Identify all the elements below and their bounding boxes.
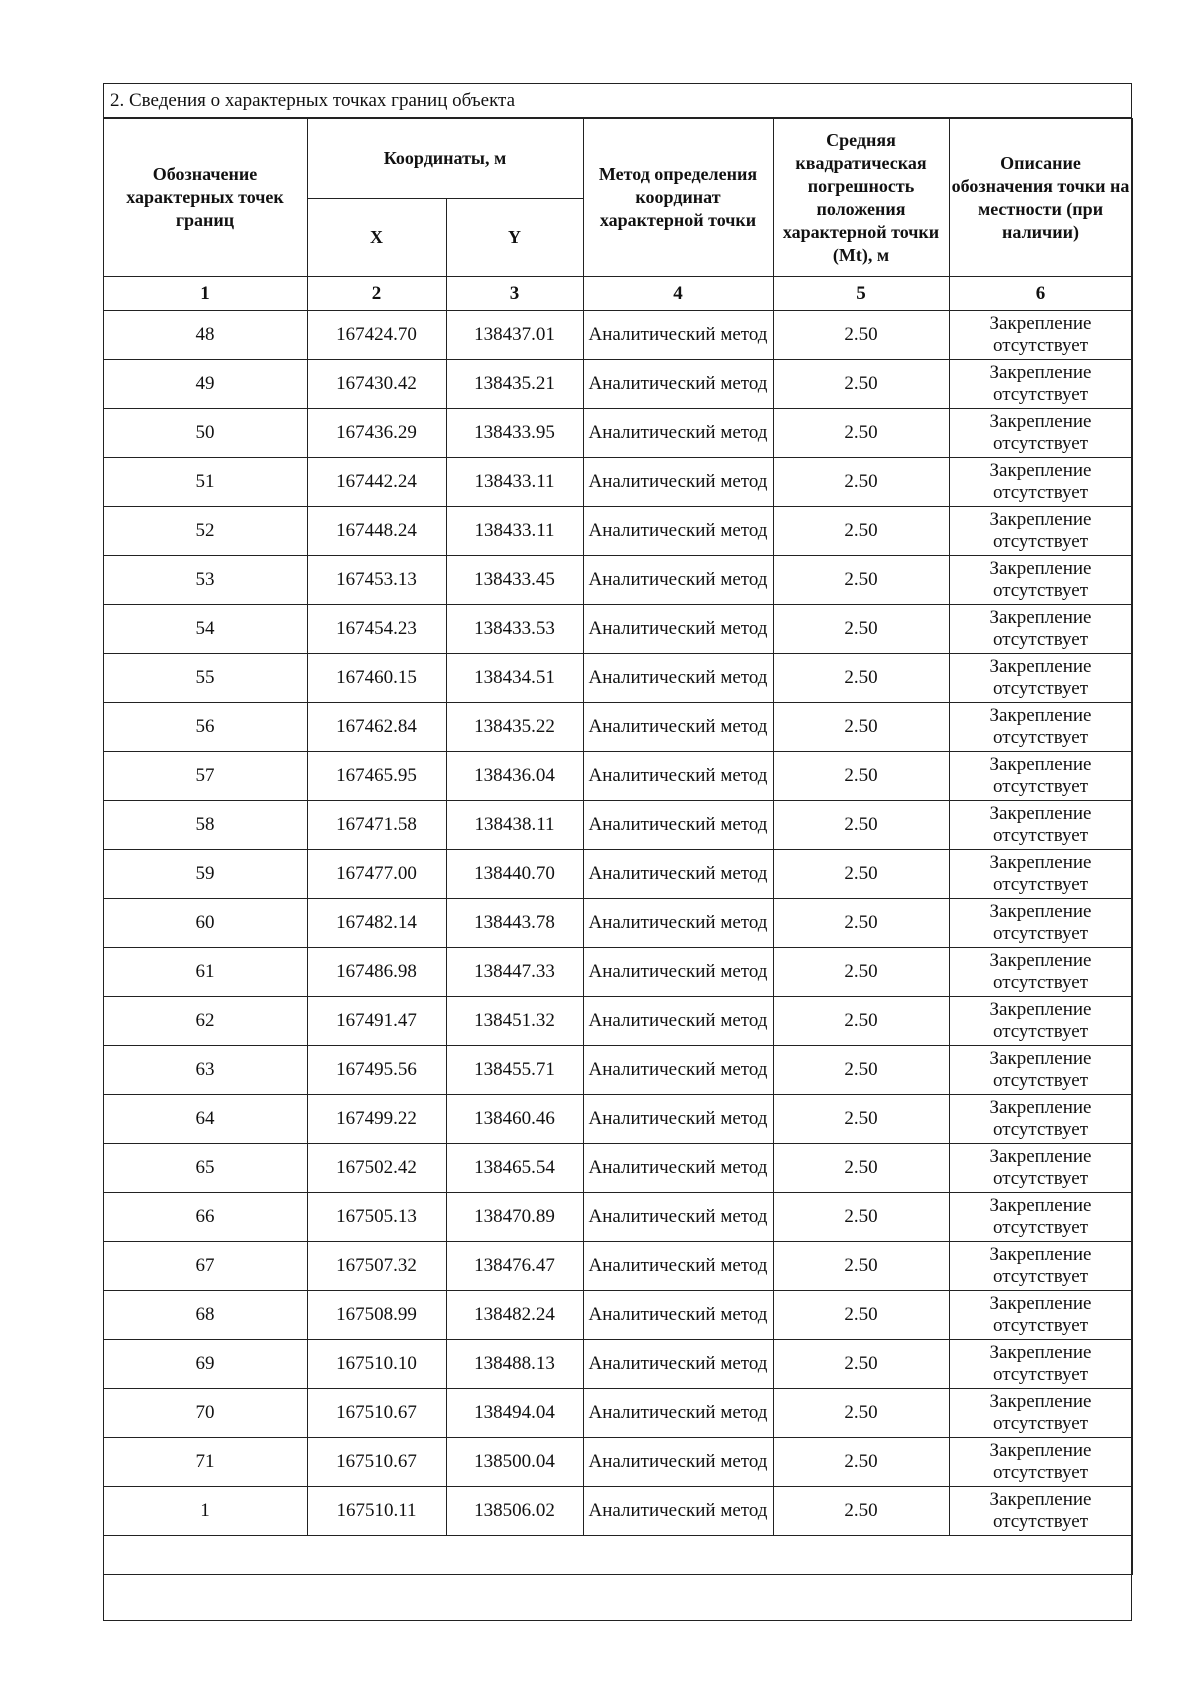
error-cell: 2.50 bbox=[773, 605, 949, 654]
x-coordinate-cell: 167471.58 bbox=[307, 801, 446, 850]
method-cell: Аналитический метод bbox=[583, 507, 773, 556]
x-coordinate-cell: 167495.56 bbox=[307, 1046, 446, 1095]
x-coordinate-cell: 167482.14 bbox=[307, 899, 446, 948]
point-id-cell: 71 bbox=[103, 1438, 307, 1487]
point-id-cell: 66 bbox=[103, 1193, 307, 1242]
y-coordinate-cell: 138455.71 bbox=[446, 1046, 583, 1095]
column-number: 1 bbox=[103, 277, 307, 311]
error-cell: 2.50 bbox=[773, 1095, 949, 1144]
table-row bbox=[103, 507, 1132, 556]
description-cell: Закрепление отсутствует bbox=[949, 1193, 1132, 1242]
method-cell: Аналитический метод bbox=[583, 1242, 773, 1291]
point-id-cell: 50 bbox=[103, 409, 307, 458]
x-coordinate-cell: 167448.24 bbox=[307, 507, 446, 556]
description-cell: Закрепление отсутствует bbox=[949, 605, 1132, 654]
method-cell: Аналитический метод bbox=[583, 1487, 773, 1536]
error-cell: 2.50 bbox=[773, 801, 949, 850]
x-coordinate-cell: 167510.10 bbox=[307, 1340, 446, 1389]
table-row bbox=[103, 1046, 1132, 1095]
column-numbers-row bbox=[103, 277, 1132, 311]
header-point-designation: Обозначение характерных точек границ bbox=[103, 119, 307, 277]
y-coordinate-cell: 138506.02 bbox=[446, 1487, 583, 1536]
y-coordinate-cell: 138443.78 bbox=[446, 899, 583, 948]
method-cell: Аналитический метод bbox=[583, 1389, 773, 1438]
method-cell: Аналитический метод bbox=[583, 1144, 773, 1193]
method-cell: Аналитический метод bbox=[583, 703, 773, 752]
column-number: 4 bbox=[583, 277, 773, 311]
table-row bbox=[103, 1291, 1132, 1340]
column-number: 2 bbox=[307, 277, 446, 311]
description-cell: Закрепление отсутствует bbox=[949, 458, 1132, 507]
y-coordinate-cell: 138434.51 bbox=[446, 654, 583, 703]
point-id-cell: 62 bbox=[103, 997, 307, 1046]
table-row bbox=[103, 1144, 1132, 1193]
y-coordinate-cell: 138433.53 bbox=[446, 605, 583, 654]
empty-footer-row bbox=[103, 1536, 1132, 1575]
error-cell: 2.50 bbox=[773, 654, 949, 703]
description-cell: Закрепление отсутствует bbox=[949, 703, 1132, 752]
x-coordinate-cell: 167436.29 bbox=[307, 409, 446, 458]
description-cell: Закрепление отсутствует bbox=[949, 752, 1132, 801]
x-coordinate-cell: 167430.42 bbox=[307, 360, 446, 409]
table-row bbox=[103, 1340, 1132, 1389]
point-id-cell: 48 bbox=[103, 311, 307, 360]
method-cell: Аналитический метод bbox=[583, 654, 773, 703]
error-cell: 2.50 bbox=[773, 752, 949, 801]
point-id-cell: 69 bbox=[103, 1340, 307, 1389]
description-cell: Закрепление отсутствует bbox=[949, 1095, 1132, 1144]
method-cell: Аналитический метод bbox=[583, 899, 773, 948]
table-row bbox=[103, 1095, 1132, 1144]
header-x: X bbox=[307, 199, 446, 277]
x-coordinate-cell: 167462.84 bbox=[307, 703, 446, 752]
point-id-cell: 58 bbox=[103, 801, 307, 850]
point-id-cell: 65 bbox=[103, 1144, 307, 1193]
point-id-cell: 60 bbox=[103, 899, 307, 948]
error-cell: 2.50 bbox=[773, 458, 949, 507]
point-id-cell: 52 bbox=[103, 507, 307, 556]
y-coordinate-cell: 138435.21 bbox=[446, 360, 583, 409]
method-cell: Аналитический метод bbox=[583, 556, 773, 605]
error-cell: 2.50 bbox=[773, 311, 949, 360]
method-cell: Аналитический метод bbox=[583, 1291, 773, 1340]
y-coordinate-cell: 138465.54 bbox=[446, 1144, 583, 1193]
x-coordinate-cell: 167454.23 bbox=[307, 605, 446, 654]
description-cell: Закрепление отсутствует bbox=[949, 801, 1132, 850]
x-coordinate-cell: 167505.13 bbox=[307, 1193, 446, 1242]
description-cell: Закрепление отсутствует bbox=[949, 948, 1132, 997]
method-cell: Аналитический метод bbox=[583, 311, 773, 360]
point-id-cell: 51 bbox=[103, 458, 307, 507]
point-id-cell: 54 bbox=[103, 605, 307, 654]
table-row bbox=[103, 1193, 1132, 1242]
y-coordinate-cell: 138447.33 bbox=[446, 948, 583, 997]
error-cell: 2.50 bbox=[773, 1193, 949, 1242]
description-cell: Закрепление отсутствует bbox=[949, 556, 1132, 605]
description-cell: Закрепление отсутствует bbox=[949, 1144, 1132, 1193]
y-coordinate-cell: 138433.95 bbox=[446, 409, 583, 458]
x-coordinate-cell: 167502.42 bbox=[307, 1144, 446, 1193]
x-coordinate-cell: 167477.00 bbox=[307, 850, 446, 899]
method-cell: Аналитический метод bbox=[583, 1340, 773, 1389]
header-coordinates: Координаты, м bbox=[307, 119, 583, 199]
y-coordinate-cell: 138437.01 bbox=[446, 311, 583, 360]
error-cell: 2.50 bbox=[773, 703, 949, 752]
table-row bbox=[103, 899, 1132, 948]
error-cell: 2.50 bbox=[773, 948, 949, 997]
table-row bbox=[103, 1438, 1132, 1487]
table-row bbox=[103, 703, 1132, 752]
error-cell: 2.50 bbox=[773, 1144, 949, 1193]
y-coordinate-cell: 138460.46 bbox=[446, 1095, 583, 1144]
description-cell: Закрепление отсутствует bbox=[949, 1438, 1132, 1487]
header-error: Средняя квадратическая погрешность положения характерной точки (Mt), м bbox=[773, 119, 949, 277]
point-id-cell: 70 bbox=[103, 1389, 307, 1438]
x-coordinate-cell: 167453.13 bbox=[307, 556, 446, 605]
description-cell: Закрепление отсутствует bbox=[949, 1046, 1132, 1095]
x-coordinate-cell: 167510.67 bbox=[307, 1438, 446, 1487]
y-coordinate-cell: 138470.89 bbox=[446, 1193, 583, 1242]
error-cell: 2.50 bbox=[773, 1242, 949, 1291]
table-row bbox=[103, 1242, 1132, 1291]
y-coordinate-cell: 138482.24 bbox=[446, 1291, 583, 1340]
point-id-cell: 64 bbox=[103, 1095, 307, 1144]
method-cell: Аналитический метод bbox=[583, 752, 773, 801]
column-number: 3 bbox=[446, 277, 583, 311]
y-coordinate-cell: 138488.13 bbox=[446, 1340, 583, 1389]
description-cell: Закрепление отсутствует bbox=[949, 360, 1132, 409]
table-row bbox=[103, 360, 1132, 409]
point-id-cell: 53 bbox=[103, 556, 307, 605]
description-cell: Закрепление отсутствует bbox=[949, 1487, 1132, 1536]
description-cell: Закрепление отсутствует bbox=[949, 997, 1132, 1046]
error-cell: 2.50 bbox=[773, 1340, 949, 1389]
error-cell: 2.50 bbox=[773, 997, 949, 1046]
point-id-cell: 57 bbox=[103, 752, 307, 801]
method-cell: Аналитический метод bbox=[583, 605, 773, 654]
y-coordinate-cell: 138438.11 bbox=[446, 801, 583, 850]
method-cell: Аналитический метод bbox=[583, 1095, 773, 1144]
table-row bbox=[103, 311, 1132, 360]
point-id-cell: 55 bbox=[103, 654, 307, 703]
x-coordinate-cell: 167460.15 bbox=[307, 654, 446, 703]
method-cell: Аналитический метод bbox=[583, 1193, 773, 1242]
error-cell: 2.50 bbox=[773, 1389, 949, 1438]
table-row bbox=[103, 752, 1132, 801]
table-row bbox=[103, 997, 1132, 1046]
error-cell: 2.50 bbox=[773, 850, 949, 899]
table-row bbox=[103, 409, 1132, 458]
section-title: 2. Сведения о характерных точках границ объекта bbox=[104, 84, 1131, 118]
table-row bbox=[103, 1487, 1132, 1536]
x-coordinate-cell: 167510.11 bbox=[307, 1487, 446, 1536]
boundary-points-table bbox=[103, 118, 1133, 1575]
point-id-cell: 56 bbox=[103, 703, 307, 752]
point-id-cell: 59 bbox=[103, 850, 307, 899]
error-cell: 2.50 bbox=[773, 507, 949, 556]
description-cell: Закрепление отсутствует bbox=[949, 311, 1132, 360]
method-cell: Аналитический метод bbox=[583, 850, 773, 899]
description-cell: Закрепление отсутствует bbox=[949, 1242, 1132, 1291]
description-cell: Закрепление отсутствует bbox=[949, 1340, 1132, 1389]
method-cell: Аналитический метод bbox=[583, 997, 773, 1046]
method-cell: Аналитический метод bbox=[583, 360, 773, 409]
x-coordinate-cell: 167486.98 bbox=[307, 948, 446, 997]
x-coordinate-cell: 167499.22 bbox=[307, 1095, 446, 1144]
y-coordinate-cell: 138436.04 bbox=[446, 752, 583, 801]
document-sheet bbox=[103, 83, 1132, 1621]
y-coordinate-cell: 138433.11 bbox=[446, 507, 583, 556]
description-cell: Закрепление отсутствует bbox=[949, 1389, 1132, 1438]
description-cell: Закрепление отсутствует bbox=[949, 1291, 1132, 1340]
x-coordinate-cell: 167508.99 bbox=[307, 1291, 446, 1340]
table-row bbox=[103, 801, 1132, 850]
table-row bbox=[103, 458, 1132, 507]
y-coordinate-cell: 138500.04 bbox=[446, 1438, 583, 1487]
point-id-cell: 1 bbox=[103, 1487, 307, 1536]
x-coordinate-cell: 167465.95 bbox=[307, 752, 446, 801]
error-cell: 2.50 bbox=[773, 1487, 949, 1536]
x-coordinate-cell: 167424.70 bbox=[307, 311, 446, 360]
header-y: Y bbox=[446, 199, 583, 277]
x-coordinate-cell: 167507.32 bbox=[307, 1242, 446, 1291]
y-coordinate-cell: 138494.04 bbox=[446, 1389, 583, 1438]
point-id-cell: 68 bbox=[103, 1291, 307, 1340]
description-cell: Закрепление отсутствует bbox=[949, 850, 1132, 899]
method-cell: Аналитический метод bbox=[583, 801, 773, 850]
y-coordinate-cell: 138433.45 bbox=[446, 556, 583, 605]
header-description: Описание обозначения точки на местности (при наличии) bbox=[949, 119, 1132, 277]
table-row bbox=[103, 1389, 1132, 1438]
description-cell: Закрепление отсутствует bbox=[949, 654, 1132, 703]
method-cell: Аналитический метод bbox=[583, 458, 773, 507]
description-cell: Закрепление отсутствует bbox=[949, 899, 1132, 948]
header-method: Метод определения координат характерной точки bbox=[583, 119, 773, 277]
x-coordinate-cell: 167442.24 bbox=[307, 458, 446, 507]
point-id-cell: 67 bbox=[103, 1242, 307, 1291]
error-cell: 2.50 bbox=[773, 556, 949, 605]
column-number: 6 bbox=[949, 277, 1132, 311]
error-cell: 2.50 bbox=[773, 360, 949, 409]
point-id-cell: 63 bbox=[103, 1046, 307, 1095]
error-cell: 2.50 bbox=[773, 899, 949, 948]
method-cell: Аналитический метод bbox=[583, 1046, 773, 1095]
x-coordinate-cell: 167491.47 bbox=[307, 997, 446, 1046]
x-coordinate-cell: 167510.67 bbox=[307, 1389, 446, 1438]
point-id-cell: 49 bbox=[103, 360, 307, 409]
table-row bbox=[103, 654, 1132, 703]
table-row bbox=[103, 850, 1132, 899]
error-cell: 2.50 bbox=[773, 409, 949, 458]
y-coordinate-cell: 138451.32 bbox=[446, 997, 583, 1046]
method-cell: Аналитический метод bbox=[583, 948, 773, 997]
error-cell: 2.50 bbox=[773, 1291, 949, 1340]
method-cell: Аналитический метод bbox=[583, 1438, 773, 1487]
error-cell: 2.50 bbox=[773, 1438, 949, 1487]
table-row bbox=[103, 948, 1132, 997]
y-coordinate-cell: 138476.47 bbox=[446, 1242, 583, 1291]
error-cell: 2.50 bbox=[773, 1046, 949, 1095]
empty-cell bbox=[103, 1536, 1132, 1575]
method-cell: Аналитический метод bbox=[583, 409, 773, 458]
column-number: 5 bbox=[773, 277, 949, 311]
table-row bbox=[103, 605, 1132, 654]
y-coordinate-cell: 138433.11 bbox=[446, 458, 583, 507]
y-coordinate-cell: 138435.22 bbox=[446, 703, 583, 752]
point-id-cell: 61 bbox=[103, 948, 307, 997]
y-coordinate-cell: 138440.70 bbox=[446, 850, 583, 899]
description-cell: Закрепление отсутствует bbox=[949, 507, 1132, 556]
description-cell: Закрепление отсутствует bbox=[949, 409, 1132, 458]
table-row bbox=[103, 556, 1132, 605]
